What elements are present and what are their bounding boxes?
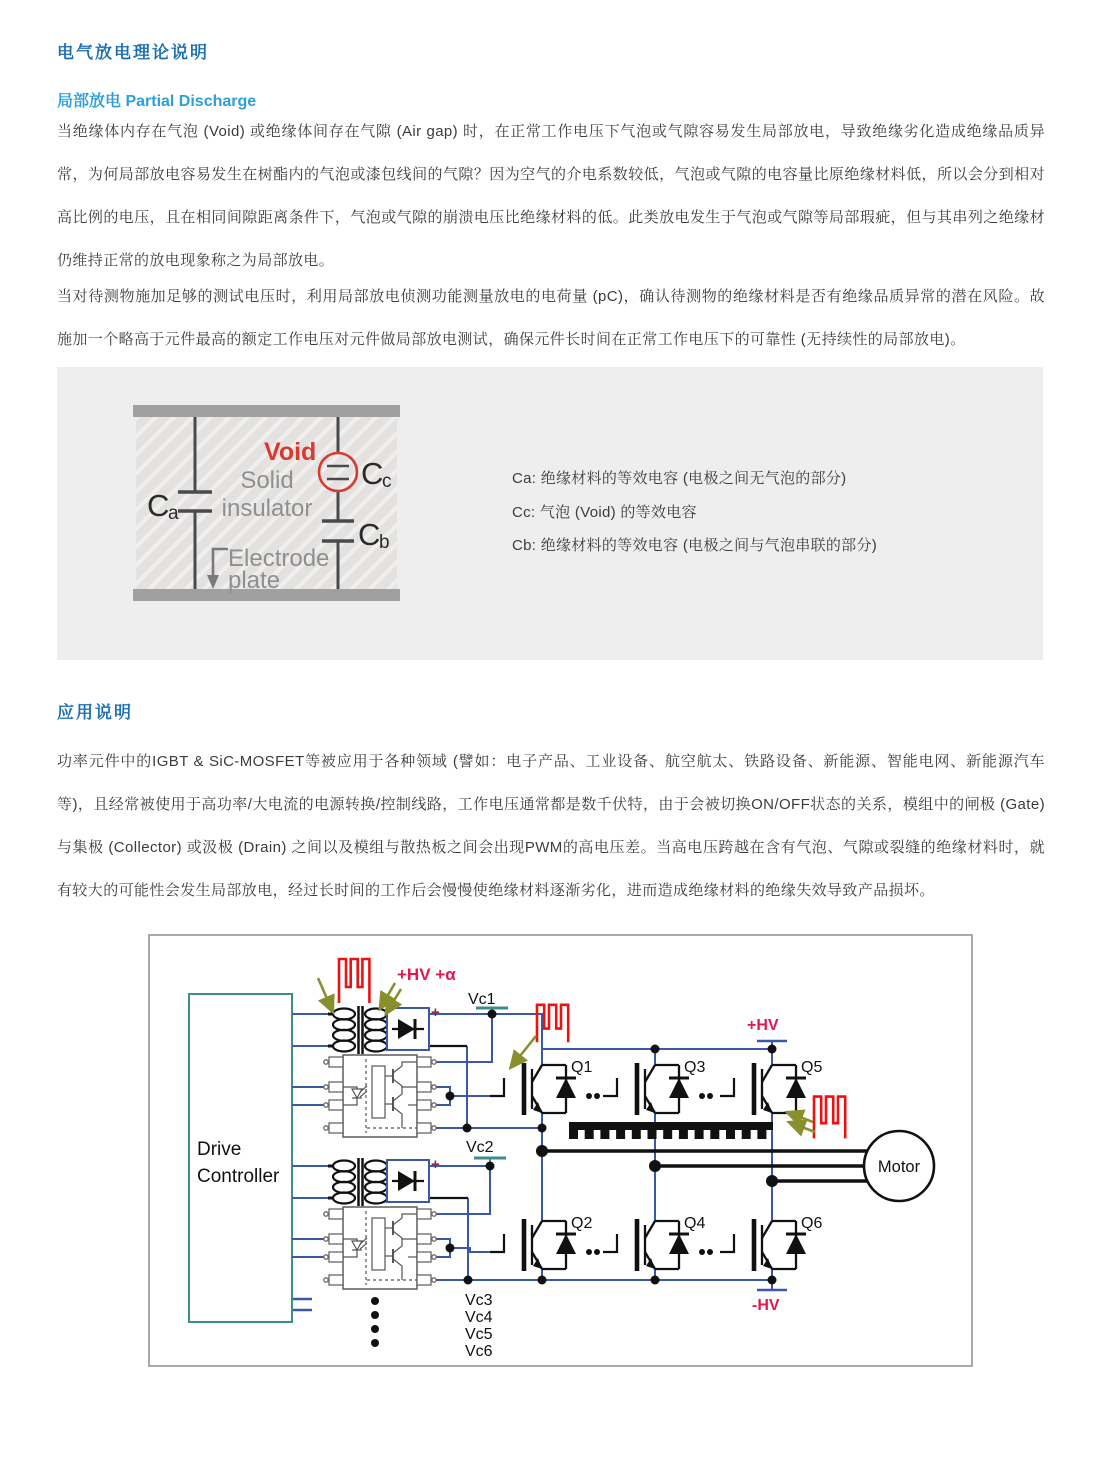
vc2-label: Vc2: [466, 1139, 494, 1156]
section-title-theory: 电气放电理论说明: [57, 43, 209, 62]
solid-label-line2: insulator: [221, 495, 313, 522]
hv-alpha-label: +HV +α: [397, 965, 456, 984]
rectifier-1-plus: +: [431, 1004, 440, 1021]
q3-label: Q3: [684, 1059, 706, 1076]
ca-sub: a: [168, 503, 179, 524]
note-cc: Cc: 气泡 (Void) 的等效电容: [512, 504, 697, 521]
cc-sub: c: [382, 471, 392, 492]
motor-label: Motor: [877, 1158, 921, 1176]
divider-theory: [57, 66, 1045, 73]
section-title-application: 应用说明: [57, 703, 133, 722]
void-label: Void: [264, 438, 317, 466]
cb-label: C: [358, 517, 381, 552]
application-paragraph: 功率元件中的IGBT & SiC-MOSFET等被应用于各种领域 (譬如：电子产品、工业设备、航空航太、铁路设备、新能源、智能电网、新能源汽车等)，且经常被使用于高功率/大电流的电源转换/控制线路，工作电压通常都是数千伏特，由于会被切换ON/OFF状态的关系，模组中的闸极 (Gate) 与集极 (Collector) 或汲极 (Drain) 之间以及模组与散热板之间会出现PWM的高电压差。当高电压跨越在含有气泡、气隙或裂缝的绝缘材料时，就有较大的可能性会发生局部放电，经过长时间的工作后会慢慢使绝缘材料逐渐劣化，进而造成绝缘材料的绝缘失效导致产品损坏。: [57, 753, 1045, 899]
electrode-plate-top: [133, 405, 400, 417]
inverter-circuit-diagram: [148, 933, 974, 1369]
divider-application: [57, 726, 1045, 733]
solid-label-line1: Solid: [240, 467, 294, 494]
q6-label: Q6: [801, 1215, 823, 1232]
cb-sub: b: [379, 532, 390, 553]
electrode-label-line2: plate: [228, 567, 281, 594]
ca-label: C: [147, 488, 170, 523]
q1-label: Q1: [571, 1059, 593, 1076]
cc-label: C: [361, 456, 384, 491]
electrode-label-line1: Electrode: [228, 545, 330, 572]
rectifier-2-plus: +: [431, 1156, 440, 1173]
vc4-label: Vc4: [465, 1309, 493, 1326]
minus-hv-label: -HV: [752, 1297, 780, 1314]
plus-hv-label: +HV: [747, 1017, 779, 1034]
theory-paragraph-2: 当对待测物施加足够的测试电压时，利用局部放电侦测功能测量放电的电荷量 (pC)，确认待测物的绝缘材料是否有绝缘品质异常的潜在风险。故施加一个略高于元件最高的额定工作电压对元件做局部放电测试，确保元件长时间在正常工作电压下的可靠性 (无持续性的局部放电)。: [57, 288, 1045, 348]
figure-void-model: [57, 367, 1043, 660]
subsection-title-partial-discharge: 局部放电 Partial Discharge: [57, 93, 257, 110]
rectifier-1: [387, 1008, 429, 1050]
vc5-label: Vc5: [465, 1326, 493, 1343]
q5-label: Q5: [801, 1059, 823, 1076]
vc3-label: Vc3: [465, 1292, 493, 1309]
q4-label: Q4: [684, 1215, 706, 1232]
note-ca: Ca: 绝缘材料的等效电容 (电极之间无气泡的部分): [512, 470, 847, 487]
q2-label: Q2: [571, 1215, 593, 1232]
drive-controller-label-2: Controller: [197, 1166, 280, 1187]
note-cb: Cb: 绝缘材料的等效电容 (电极之间与气泡串联的部分): [512, 537, 878, 554]
theory-paragraph-1: 当绝缘体内存在气泡 (Void) 或绝缘体间存在气隙 (Air gap) 时，在正常工作电压下气泡或气隙容易发生局部放电，导致绝缘劣化造成绝缘品质异常，为何局部放电容易发生在树酯内的气泡或漆包线间的气隙？因为空气的介电系数较低，气泡或气隙的电容量比原绝缘材料低，所以会分到相对高比例的电压，且在相同间隙距离条件下，气泡或气隙的崩溃电压比绝缘材料的低。此类放电发生于气泡或气隙等局部瑕疵，但与其串列之绝缘材仍维持正常的放电现象称之为局部放电。: [57, 123, 1045, 269]
drive-controller-label-1: Drive: [197, 1139, 242, 1160]
rectifier-2: [387, 1160, 429, 1202]
vc6-label: Vc6: [465, 1343, 493, 1360]
vc1-label: Vc1: [468, 991, 496, 1008]
